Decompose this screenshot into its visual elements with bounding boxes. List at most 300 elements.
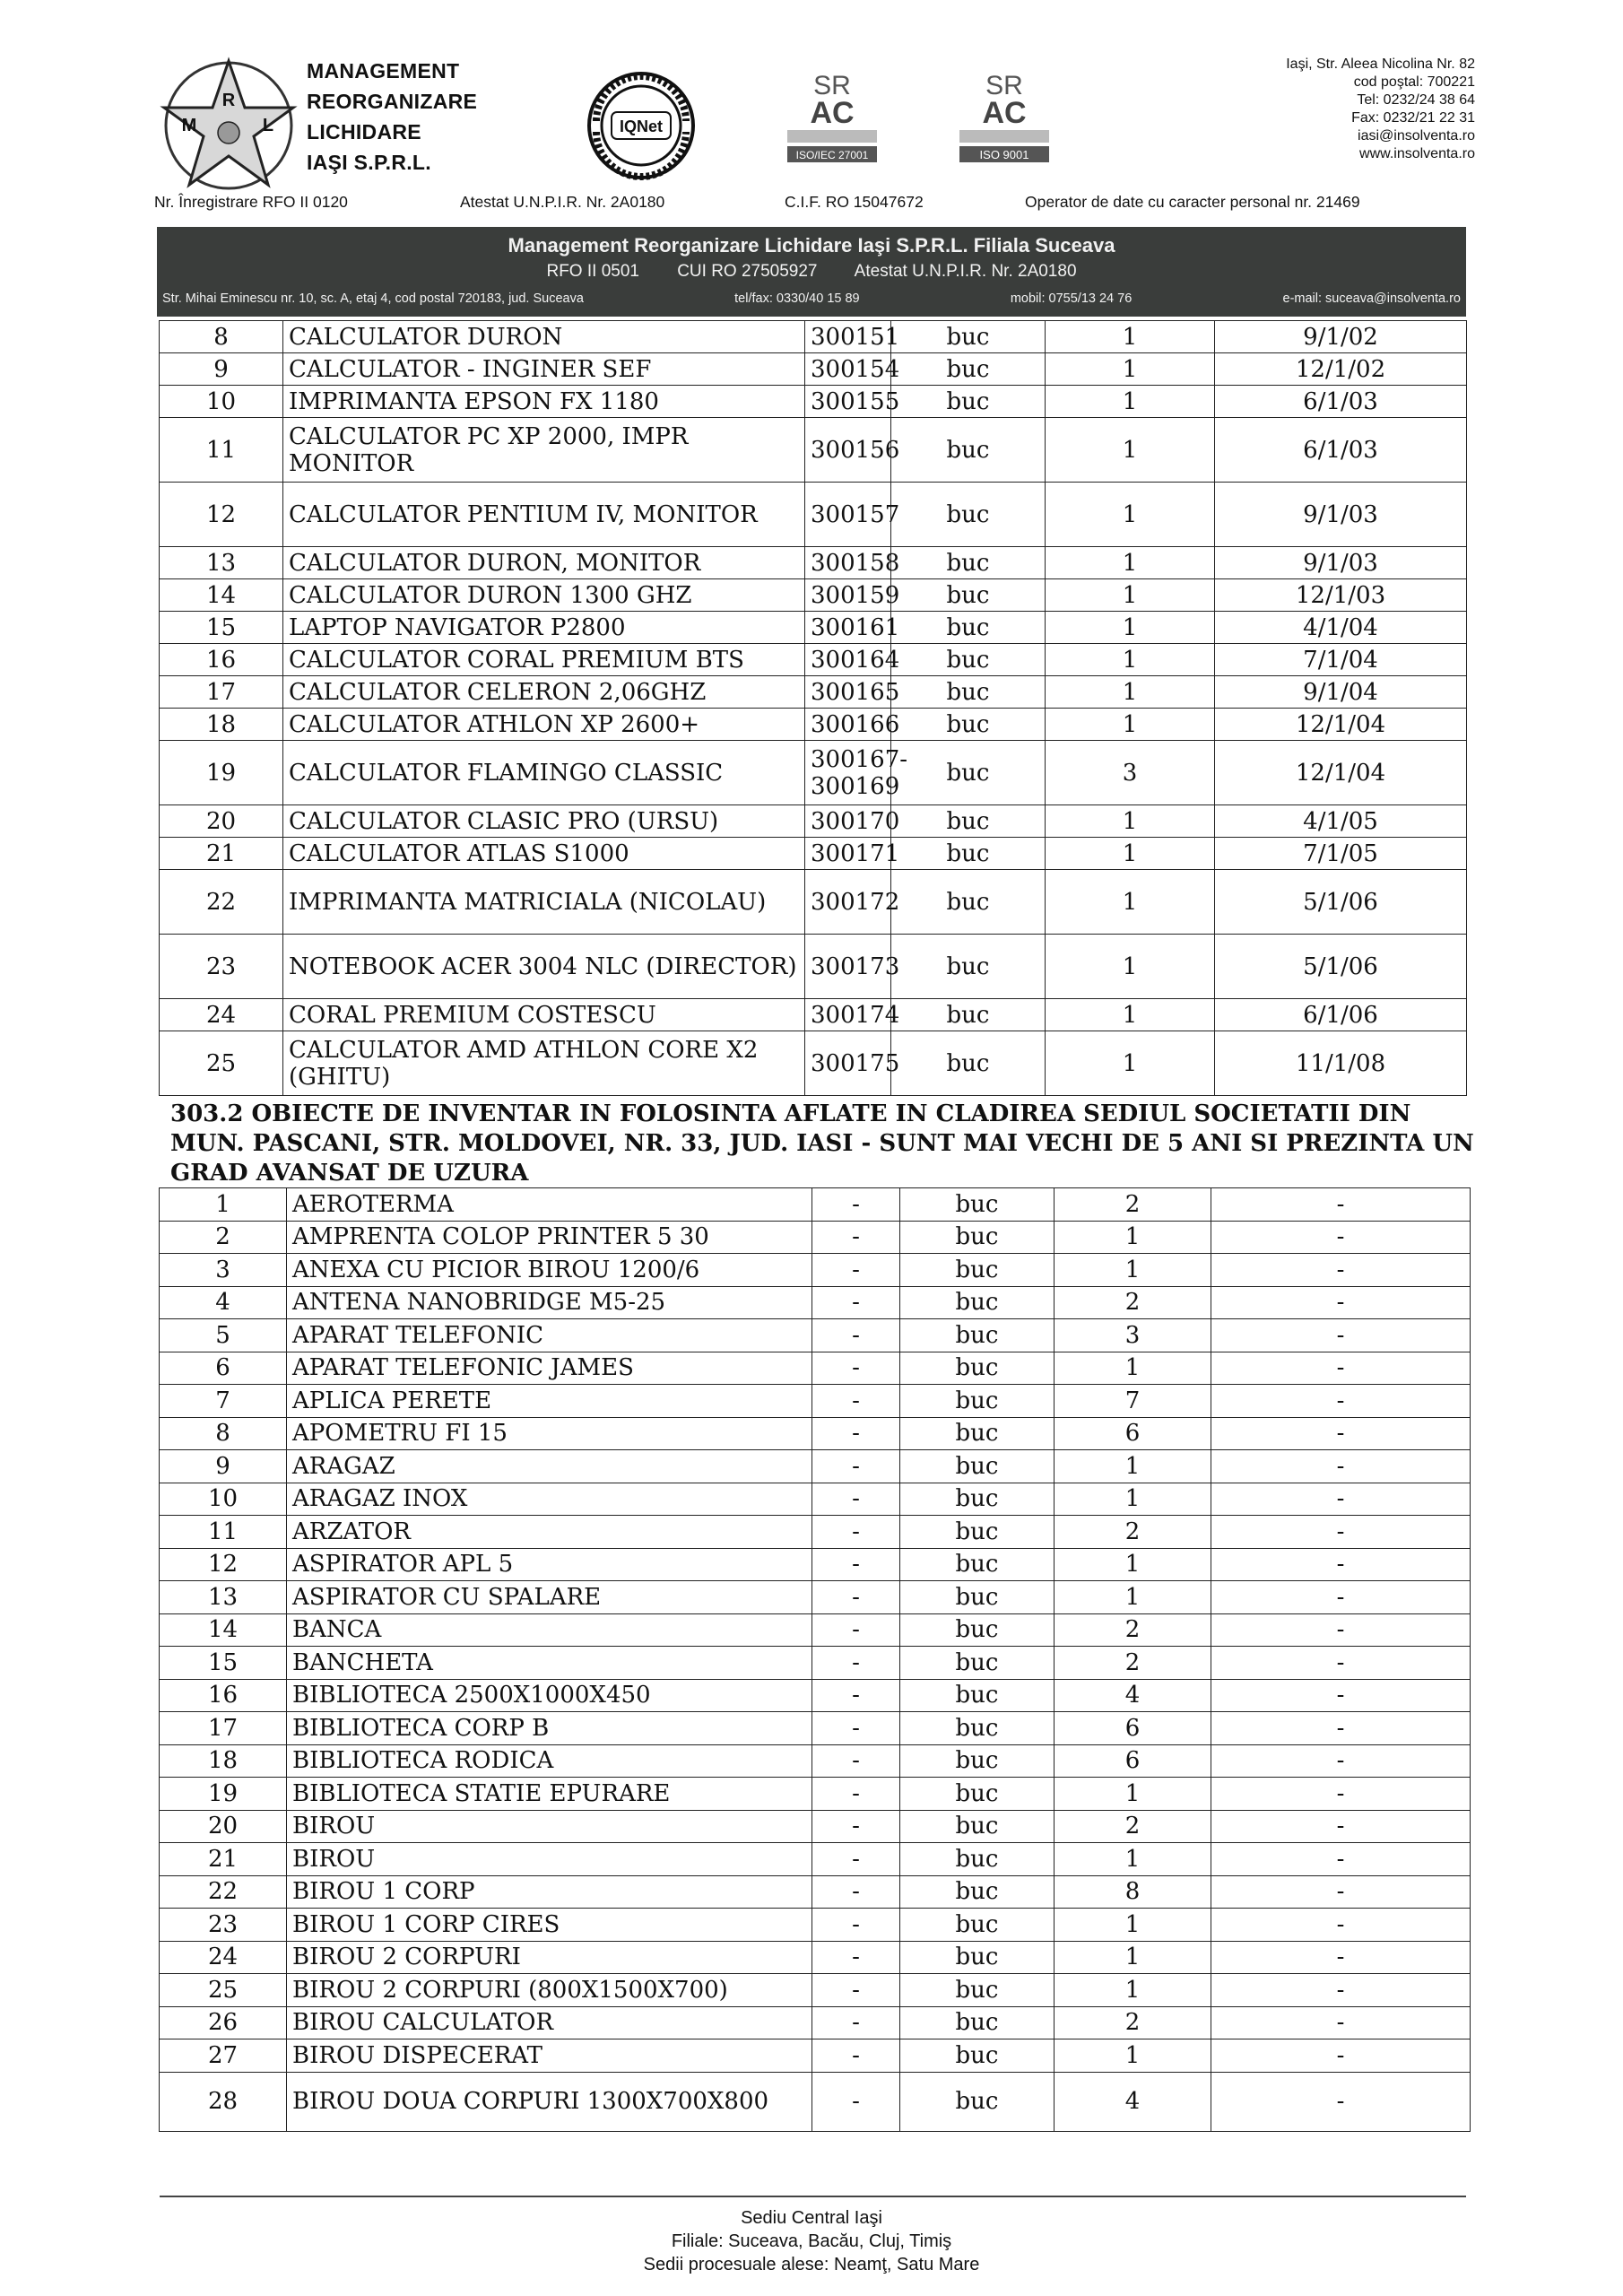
- cell-item-name: BIROU CALCULATOR: [287, 2006, 812, 2039]
- cell-date: 12/1/04: [1215, 741, 1467, 805]
- iso-27001-badge: ISO/IEC 27001: [795, 149, 869, 161]
- cell-quantity: 7: [1055, 1385, 1211, 1418]
- cell-unit: buc: [891, 353, 1046, 386]
- table-row: [160, 612, 1467, 644]
- cell-date: -: [1211, 1450, 1471, 1483]
- cell-date: 5/1/06: [1215, 935, 1467, 999]
- cell-item-number: 21: [160, 838, 283, 870]
- cell-item-name: APOMETRU FI 15: [287, 1417, 812, 1450]
- iqnet-text: IQNet: [619, 117, 664, 135]
- cell-date: -: [1211, 2072, 1471, 2131]
- cell-item-name: APLICA PERETE: [287, 1385, 812, 1418]
- cell-date: 6/1/03: [1215, 386, 1467, 418]
- cell-item-number: 2: [160, 1221, 287, 1254]
- cell-date: 6/1/03: [1215, 418, 1467, 483]
- cell-item-number: 10: [160, 386, 283, 418]
- cell-item-number: 25: [160, 1974, 287, 2007]
- cell-date: 6/1/06: [1215, 999, 1467, 1031]
- table-row: [160, 999, 1467, 1031]
- table-row: [160, 2006, 1471, 2039]
- table-row: [160, 483, 1467, 547]
- cell-quantity: 1: [1055, 1483, 1211, 1516]
- table-row: [160, 386, 1467, 418]
- table-row: [160, 1581, 1471, 1614]
- cell-item-number: 19: [160, 741, 283, 805]
- cell-item-name: CALCULATOR DURON 1300 GHZ: [283, 579, 805, 612]
- cell-item-number: 20: [160, 1810, 287, 1843]
- table-row: [160, 709, 1467, 741]
- logo-letter-r: R: [221, 91, 236, 110]
- srac-certification-mark-1: [778, 67, 886, 166]
- contact-fax: Fax: 0232/21 22 31: [1351, 110, 1475, 126]
- cell-unit: buc: [891, 709, 1046, 741]
- cell-inventory-code: 300173: [805, 935, 891, 999]
- cell-unit: buc: [891, 418, 1046, 483]
- logo-letter-l: L: [262, 116, 274, 135]
- table-row: [160, 644, 1467, 676]
- cell-inventory-code: -: [812, 2039, 900, 2073]
- cell-item-name: NOTEBOOK ACER 3004 NLC (DIRECTOR): [283, 935, 805, 999]
- table-row: [160, 2072, 1471, 2131]
- cell-item-number: 24: [160, 1941, 287, 1974]
- cell-date: -: [1211, 2039, 1471, 2073]
- contact-phone: Tel: 0232/24 38 64: [1357, 92, 1475, 108]
- cell-item-number: 14: [160, 579, 283, 612]
- company-line: REORGANIZARE: [307, 90, 478, 113]
- cell-quantity: 6: [1055, 1744, 1211, 1778]
- cell-quantity: 1: [1046, 579, 1215, 612]
- srac-certification-mark-2: [950, 67, 1058, 166]
- cell-item-number: 22: [160, 1875, 287, 1909]
- cell-item-name: ARZATOR: [287, 1516, 812, 1549]
- inventory-table-objects: [159, 1187, 1471, 2132]
- cell-item-number: 24: [160, 999, 283, 1031]
- table-row: [160, 1712, 1471, 1745]
- table-row: [160, 1483, 1471, 1516]
- cell-inventory-code: 300170: [805, 805, 891, 838]
- cell-date: -: [1211, 1417, 1471, 1450]
- cell-inventory-code: -: [812, 2006, 900, 2039]
- cell-item-number: 9: [160, 1450, 287, 1483]
- cell-unit: buc: [900, 1712, 1055, 1745]
- cell-quantity: 1: [1046, 999, 1215, 1031]
- cell-unit: buc: [900, 1909, 1055, 1942]
- table-row: [160, 676, 1467, 709]
- table-row: [160, 1319, 1471, 1352]
- cell-item-name: ARAGAZ: [287, 1450, 812, 1483]
- cell-item-number: 10: [160, 1483, 287, 1516]
- cell-unit: buc: [900, 2039, 1055, 2073]
- cell-item-name: ARAGAZ INOX: [287, 1483, 812, 1516]
- cell-inventory-code: 300174: [805, 999, 891, 1031]
- cell-quantity: 1: [1055, 1221, 1211, 1254]
- cell-unit: buc: [891, 838, 1046, 870]
- cell-quantity: 1: [1046, 935, 1215, 999]
- cell-inventory-code: 300167-300169: [805, 741, 891, 805]
- cell-quantity: 1: [1046, 386, 1215, 418]
- fiscal-code: C.I.F. RO 15047672: [785, 193, 924, 211]
- cell-date: -: [1211, 1810, 1471, 1843]
- cell-item-number: 1: [160, 1188, 287, 1222]
- cell-item-name: BIBLIOTECA 2500X1000X450: [287, 1679, 812, 1712]
- cell-quantity: 1: [1046, 838, 1215, 870]
- company-logo: [157, 54, 300, 193]
- company-line: MANAGEMENT: [307, 59, 460, 83]
- cell-date: 9/1/03: [1215, 483, 1467, 547]
- cell-item-name: BIBLIOTECA RODICA: [287, 1744, 812, 1778]
- table-row: [160, 1647, 1471, 1680]
- cell-inventory-code: 300172: [805, 870, 891, 935]
- data-operator-number: Operator de date cu caracter personal nr. 21469: [1025, 193, 1360, 211]
- cell-date: 12/1/04: [1215, 709, 1467, 741]
- cell-item-number: 12: [160, 1548, 287, 1581]
- cell-unit: buc: [900, 1450, 1055, 1483]
- cell-item-name: BIROU 1 CORP: [287, 1875, 812, 1909]
- cell-item-number: 5: [160, 1319, 287, 1352]
- cell-quantity: 1: [1046, 676, 1215, 709]
- cell-quantity: 4: [1055, 2072, 1211, 2131]
- cell-date: -: [1211, 1613, 1471, 1647]
- cell-unit: buc: [891, 999, 1046, 1031]
- cell-date: -: [1211, 1385, 1471, 1418]
- cell-unit: buc: [900, 1352, 1055, 1385]
- cell-inventory-code: 300156: [805, 418, 891, 483]
- iso-9001-badge: ISO 9001: [979, 148, 1029, 161]
- cell-date: 4/1/05: [1215, 805, 1467, 838]
- cell-date: 4/1/04: [1215, 612, 1467, 644]
- table-row: [160, 1810, 1471, 1843]
- cell-date: -: [1211, 1581, 1471, 1614]
- registration-number: Nr. Înregistrare RFO II 0120: [154, 193, 348, 211]
- cell-date: 11/1/08: [1215, 1031, 1467, 1096]
- cell-quantity: 3: [1046, 741, 1215, 805]
- table-row: [160, 579, 1467, 612]
- cell-unit: buc: [900, 1417, 1055, 1450]
- cell-item-number: 15: [160, 1647, 287, 1680]
- inventory-table-body: [160, 321, 1467, 1096]
- unpir-attestation: Atestat U.N.P.I.R. Nr. 2A0180: [460, 193, 665, 211]
- cell-inventory-code: -: [812, 1744, 900, 1778]
- cell-inventory-code: -: [812, 1483, 900, 1516]
- cell-unit: buc: [900, 1548, 1055, 1581]
- cell-item-name: CALCULATOR CORAL PREMIUM BTS: [283, 644, 805, 676]
- cell-unit: buc: [900, 1319, 1055, 1352]
- cell-unit: buc: [891, 935, 1046, 999]
- table-row: [160, 418, 1467, 483]
- cell-quantity: 1: [1055, 1450, 1211, 1483]
- table-row: [160, 2039, 1471, 2073]
- cell-unit: buc: [900, 1581, 1055, 1614]
- cell-item-name: BIROU DISPECERAT: [287, 2039, 812, 2073]
- cell-unit: buc: [900, 2006, 1055, 2039]
- cell-item-number: 27: [160, 2039, 287, 2073]
- cell-item-name: ANEXA CU PICIOR BIROU 1200/6: [287, 1254, 812, 1287]
- cell-unit: buc: [900, 1810, 1055, 1843]
- table-row: [160, 1744, 1471, 1778]
- cell-item-number: 13: [160, 547, 283, 579]
- cell-unit: buc: [891, 579, 1046, 612]
- cell-date: 12/1/02: [1215, 353, 1467, 386]
- cell-inventory-code: -: [812, 1974, 900, 2007]
- table-row: [160, 1679, 1471, 1712]
- cell-quantity: 1: [1055, 1941, 1211, 1974]
- cell-item-name: IMPRIMANTA MATRICIALA (NICOLAU): [283, 870, 805, 935]
- cell-item-name: ASPIRATOR CU SPALARE: [287, 1581, 812, 1614]
- cell-inventory-code: -: [812, 1352, 900, 1385]
- cell-item-name: BIROU 1 CORP CIRES: [287, 1909, 812, 1942]
- cell-item-name: CALCULATOR PC XP 2000, IMPR MONITOR: [283, 418, 805, 483]
- sr-text: SR: [985, 71, 1023, 100]
- cell-quantity: 3: [1055, 1319, 1211, 1352]
- cell-inventory-code: -: [812, 1385, 900, 1418]
- cell-unit: buc: [900, 1974, 1055, 2007]
- cell-quantity: 1: [1046, 805, 1215, 838]
- cell-inventory-code: -: [812, 1810, 900, 1843]
- cell-quantity: 2: [1055, 1516, 1211, 1549]
- branch-contacts: [162, 291, 1461, 306]
- cell-date: -: [1211, 1483, 1471, 1516]
- cell-quantity: 2: [1055, 1286, 1211, 1319]
- cell-quantity: 1: [1046, 418, 1215, 483]
- table-row: [160, 1385, 1471, 1418]
- cell-item-name: CALCULATOR FLAMINGO CLASSIC: [283, 741, 805, 805]
- cell-item-name: CALCULATOR - INGINER SEF: [283, 353, 805, 386]
- cell-unit: buc: [900, 1483, 1055, 1516]
- table-row: [160, 1352, 1471, 1385]
- cell-item-name: ASPIRATOR APL 5: [287, 1548, 812, 1581]
- cell-unit: buc: [891, 483, 1046, 547]
- cell-inventory-code: 300166: [805, 709, 891, 741]
- cell-inventory-code: 300151: [805, 321, 891, 353]
- table-row: [160, 1941, 1471, 1974]
- cell-unit: buc: [900, 1221, 1055, 1254]
- contact-email: iasi@insolventa.ro: [1358, 128, 1475, 144]
- cell-item-number: 8: [160, 321, 283, 353]
- cell-quantity: 1: [1055, 1254, 1211, 1287]
- cell-unit: buc: [900, 1385, 1055, 1418]
- cell-date: -: [1211, 1319, 1471, 1352]
- cell-unit: buc: [891, 547, 1046, 579]
- table-row: [160, 321, 1467, 353]
- cell-item-number: 16: [160, 644, 283, 676]
- cell-quantity: 1: [1055, 1352, 1211, 1385]
- cell-item-name: BIBLIOTECA CORP B: [287, 1712, 812, 1745]
- cell-quantity: 1: [1046, 1031, 1215, 1096]
- branch-telfax: tel/fax: 0330/40 15 89: [734, 291, 860, 306]
- cell-inventory-code: 300171: [805, 838, 891, 870]
- cell-date: 12/1/03: [1215, 579, 1467, 612]
- branch-registration: RFO II 0501 CUI RO 27505927 Atestat U.N.P.I.R. Nr. 2A0180: [546, 262, 1077, 281]
- cell-unit: buc: [900, 1286, 1055, 1319]
- cell-quantity: 1: [1046, 547, 1215, 579]
- cell-item-name: AMPRENTA COLOP PRINTER 5 30: [287, 1221, 812, 1254]
- cell-unit: buc: [891, 805, 1046, 838]
- cell-quantity: 2: [1055, 1613, 1211, 1647]
- contact-postal-code: cod poştal: 700221: [1353, 74, 1475, 90]
- cell-item-name: CORAL PREMIUM COSTESCU: [283, 999, 805, 1031]
- table-row: [160, 1417, 1471, 1450]
- cell-inventory-code: -: [812, 2072, 900, 2131]
- cell-quantity: 2: [1055, 1188, 1211, 1222]
- cell-date: -: [1211, 1778, 1471, 1811]
- cell-item-number: 17: [160, 676, 283, 709]
- cell-quantity: 1: [1046, 483, 1215, 547]
- logo-letter-m: M: [181, 116, 197, 135]
- cell-item-number: 18: [160, 1744, 287, 1778]
- cell-item-name: APARAT TELEFONIC JAMES: [287, 1352, 812, 1385]
- company-name: [307, 56, 477, 178]
- cell-item-name: CALCULATOR CLASIC PRO (URSU): [283, 805, 805, 838]
- cell-unit: buc: [891, 644, 1046, 676]
- cell-item-number: 17: [160, 1712, 287, 1745]
- cell-item-number: 12: [160, 483, 283, 547]
- cell-inventory-code: -: [812, 1417, 900, 1450]
- cell-quantity: 2: [1055, 1647, 1211, 1680]
- cell-quantity: 1: [1046, 612, 1215, 644]
- cell-date: -: [1211, 1516, 1471, 1549]
- cell-item-number: 7: [160, 1385, 287, 1418]
- cell-item-name: BIROU: [287, 1810, 812, 1843]
- cell-quantity: 1: [1055, 1548, 1211, 1581]
- cell-inventory-code: 300165: [805, 676, 891, 709]
- cell-unit: buc: [900, 1941, 1055, 1974]
- table-row: [160, 1843, 1471, 1876]
- contact-address: Iaşi, Str. Aleea Nicolina Nr. 82: [1286, 57, 1475, 72]
- footer-headquarters: Sediu Central Iaşi: [741, 2208, 882, 2228]
- sr-text: SR: [813, 71, 851, 100]
- cell-item-name: CALCULATOR DURON, MONITOR: [283, 547, 805, 579]
- cell-item-number: 19: [160, 1778, 287, 1811]
- cell-date: -: [1211, 2006, 1471, 2039]
- cell-unit: buc: [900, 1679, 1055, 1712]
- cell-unit: buc: [900, 1875, 1055, 1909]
- cell-date: -: [1211, 1647, 1471, 1680]
- cell-quantity: 1: [1055, 1909, 1211, 1942]
- table-row: [160, 1254, 1471, 1287]
- cell-inventory-code: -: [812, 1843, 900, 1876]
- cell-date: -: [1211, 1254, 1471, 1287]
- cell-quantity: 1: [1055, 1974, 1211, 2007]
- branch-title: Management Reorganizare Lichidare Iaşi S.P.R.L. Filiala Suceava: [508, 234, 1115, 257]
- cell-unit: buc: [891, 741, 1046, 805]
- cell-inventory-code: -: [812, 1450, 900, 1483]
- cell-item-name: ANTENA NANOBRIDGE M5-25: [287, 1286, 812, 1319]
- cell-date: -: [1211, 1843, 1471, 1876]
- inventory-table-body: [160, 1188, 1471, 2132]
- cell-date: -: [1211, 1548, 1471, 1581]
- cell-item-number: 18: [160, 709, 283, 741]
- cell-item-number: 9: [160, 353, 283, 386]
- cell-inventory-code: -: [812, 1581, 900, 1614]
- cell-item-number: 3: [160, 1254, 287, 1287]
- cell-quantity: 1: [1055, 1581, 1211, 1614]
- footer-branches: Filiale: Suceava, Bacău, Cluj, Timiş: [671, 2231, 952, 2251]
- cell-inventory-code: 300154: [805, 353, 891, 386]
- cell-inventory-code: 300164: [805, 644, 891, 676]
- table-row: [160, 838, 1467, 870]
- cell-item-name: BANCHETA: [287, 1647, 812, 1680]
- cell-item-name: CALCULATOR ATHLON XP 2600+: [283, 709, 805, 741]
- cell-quantity: 1: [1046, 709, 1215, 741]
- cell-inventory-code: -: [812, 1909, 900, 1942]
- inventory-table-computers: [159, 320, 1467, 1096]
- table-row: [160, 1613, 1471, 1647]
- cell-unit: buc: [891, 386, 1046, 418]
- ac-text: AC: [982, 96, 1027, 130]
- cell-item-name: CALCULATOR AMD ATHLON CORE X2 (GHITU): [283, 1031, 805, 1096]
- cell-date: -: [1211, 1712, 1471, 1745]
- cell-item-name: CALCULATOR DURON: [283, 321, 805, 353]
- cell-item-name: APARAT TELEFONIC: [287, 1319, 812, 1352]
- cell-item-name: BIROU 2 CORPURI (800X1500X700): [287, 1974, 812, 2007]
- branch-address: Str. Mihai Eminescu nr. 10, sc. A, etaj 4, cod postal 720183, jud. Suceava: [162, 291, 584, 306]
- cell-inventory-code: 300157: [805, 483, 891, 547]
- section-title: 303.2 OBIECTE DE INVENTAR IN FOLOSINTA AFLATE IN CLADIREA SEDIUL SOCIETATII DIN MUN. PASCANI, STR. MOLDOVEI, NR. 33, JUD. IASI - SUNT MAI VECHI DE 5 ANI SI PREZINTA UN GRAD AVANSAT DE UZURA: [170, 1100, 1474, 1187]
- cell-unit: buc: [900, 1843, 1055, 1876]
- table-row: [160, 1031, 1467, 1096]
- cell-date: 9/1/03: [1215, 547, 1467, 579]
- cell-date: -: [1211, 1909, 1471, 1942]
- cell-item-number: 15: [160, 612, 283, 644]
- cell-quantity: 2: [1055, 1810, 1211, 1843]
- cell-inventory-code: -: [812, 1548, 900, 1581]
- cell-date: -: [1211, 1221, 1471, 1254]
- table-row: [160, 935, 1467, 999]
- cell-item-name: CALCULATOR PENTIUM IV, MONITOR: [283, 483, 805, 547]
- table-row: [160, 353, 1467, 386]
- cell-date: -: [1211, 1875, 1471, 1909]
- cell-item-name: AEROTERMA: [287, 1188, 812, 1222]
- cell-inventory-code: -: [812, 1778, 900, 1811]
- cell-inventory-code: -: [812, 1188, 900, 1222]
- cell-date: -: [1211, 1744, 1471, 1778]
- cell-unit: buc: [891, 321, 1046, 353]
- cell-date: 5/1/06: [1215, 870, 1467, 935]
- table-row: [160, 741, 1467, 805]
- cell-unit: buc: [891, 676, 1046, 709]
- contact-block: [1286, 56, 1475, 163]
- cell-inventory-code: -: [812, 1647, 900, 1680]
- cell-inventory-code: 300159: [805, 579, 891, 612]
- table-row: [160, 547, 1467, 579]
- cell-item-number: 13: [160, 1581, 287, 1614]
- cell-date: -: [1211, 1188, 1471, 1222]
- ac-text: AC: [810, 96, 855, 130]
- cell-inventory-code: -: [812, 1875, 900, 1909]
- branch-email: e-mail: suceava@insolventa.ro: [1282, 291, 1461, 306]
- cell-unit: buc: [891, 612, 1046, 644]
- company-line: IAŞI S.P.R.L.: [307, 151, 431, 174]
- cell-item-number: 22: [160, 870, 283, 935]
- cell-quantity: 2: [1055, 2006, 1211, 2039]
- cell-date: -: [1211, 1352, 1471, 1385]
- cell-item-name: BIROU DOUA CORPURI 1300X700X800: [287, 2072, 812, 2131]
- cell-item-name: BIBLIOTECA STATIE EPURARE: [287, 1778, 812, 1811]
- cell-item-name: BANCA: [287, 1613, 812, 1647]
- table-row: [160, 1875, 1471, 1909]
- cell-date: -: [1211, 1679, 1471, 1712]
- cell-quantity: 1: [1046, 353, 1215, 386]
- cell-item-number: 14: [160, 1613, 287, 1647]
- cell-quantity: 1: [1055, 1778, 1211, 1811]
- cell-item-name: BIROU: [287, 1843, 812, 1876]
- table-row: [160, 1450, 1471, 1483]
- cell-unit: buc: [900, 1647, 1055, 1680]
- cell-quantity: 6: [1055, 1712, 1211, 1745]
- table-row: [160, 1516, 1471, 1549]
- branch-mobile: mobil: 0755/13 24 76: [1010, 291, 1133, 306]
- cell-quantity: 1: [1055, 1843, 1211, 1876]
